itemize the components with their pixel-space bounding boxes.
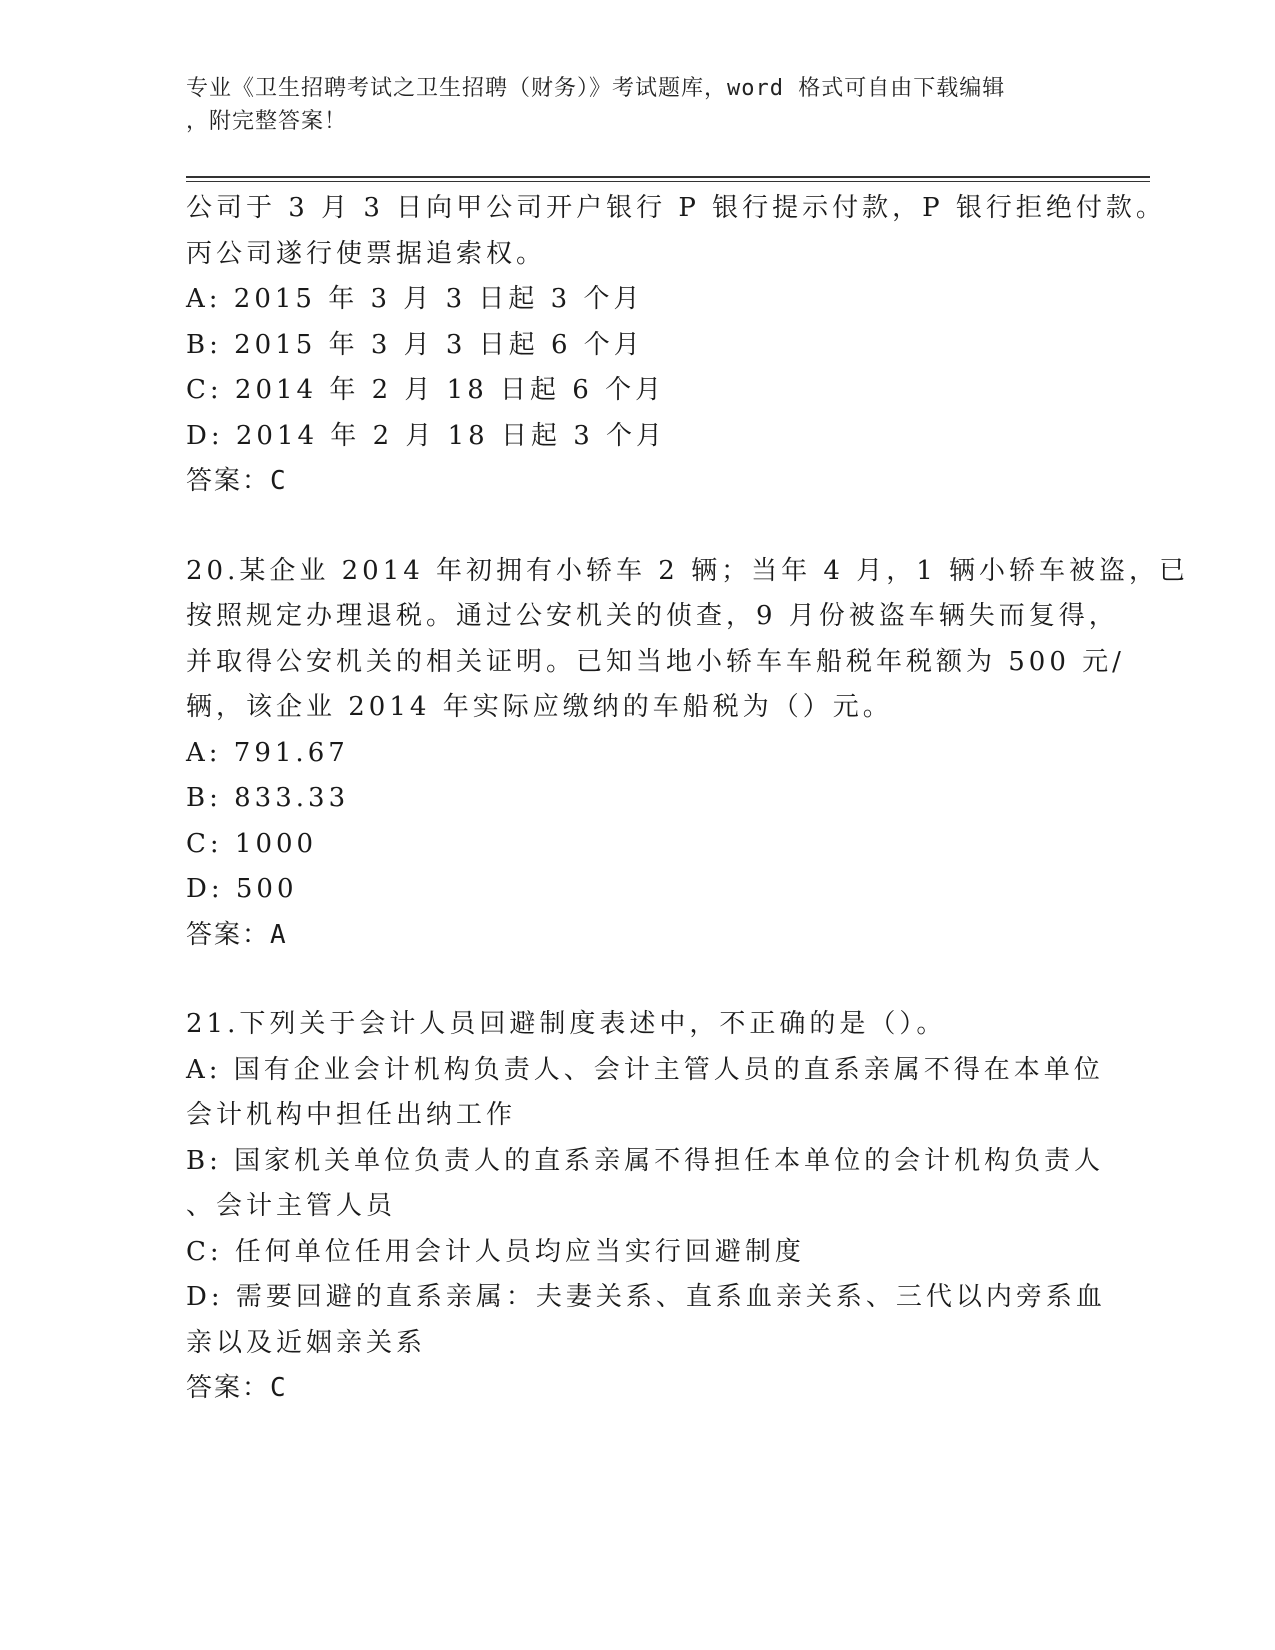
option-c: C: 2014 年 2 月 18 日起 6 个月 <box>186 375 666 405</box>
answer-label: 答案： <box>186 466 271 496</box>
option-b: B: 833.33 <box>186 783 350 813</box>
question-spacer <box>186 958 1086 1002</box>
answer-line <box>186 459 1086 505</box>
question-spacer <box>186 505 1086 549</box>
option-a: A: 国有企业会计机构负责人、会计主管人员的直系亲属不得在本单位 <box>186 1054 1104 1085</box>
option-a: A: 791.67 <box>186 737 349 768</box>
question-21 <box>186 1002 1106 1412</box>
answer-value: C <box>270 1373 288 1403</box>
answer-label: 答案： <box>186 1373 271 1403</box>
header-line-2: ，附完整答案！ <box>186 109 348 134</box>
option-a: A: 2015 年 3 月 3 日起 3 个月 <box>186 284 644 314</box>
question-text-line: 丙公司遂行使票据追索权。 <box>186 238 547 269</box>
option-c: C: 1000 <box>186 828 318 859</box>
question-text-line: 20.某企业 2014 年初拥有小轿车 2 辆；当年 4 月，1 辆小轿车被盗，已 <box>186 555 1189 586</box>
option-b: B: 2015 年 3 月 3 日起 6 个月 <box>186 329 644 360</box>
header-line-1: 专业《卫生招聘考试之卫生招聘（财务）》考试题库，word 格式可自由下载编辑 <box>186 76 1006 101</box>
answer-value: A <box>270 919 288 950</box>
question-text-line: 并取得公安机关的相关证明。已知当地小轿车车船税年税额为 500 元/ <box>186 646 1125 677</box>
answer-label: 答案： <box>186 919 271 950</box>
option-c: C: 任何单位任用会计人员均应当实行回避制度 <box>186 1236 805 1267</box>
question-content <box>186 186 1189 1412</box>
question-20 <box>186 549 1189 959</box>
option-a-continued: 会计机构中担任出纳工作 <box>186 1100 517 1130</box>
option-d-continued: 亲以及近姻亲关系 <box>186 1327 427 1358</box>
option-b: B: 国家机关单位负责人的直系亲属不得担任本单位的会计机构负责人 <box>186 1145 1105 1176</box>
question-text-line: 按照规定办理退税。通过公安机关的侦查，9 月份被盗车辆失而复得， <box>186 601 1119 631</box>
option-d: D: 500 <box>186 874 298 904</box>
header-divider-thick <box>186 176 1150 178</box>
option-d: D: 需要回避的直系亲属：夫妻关系、直系血亲关系、三代以内旁系血 <box>186 1282 1106 1312</box>
option-d: D: 2014 年 2 月 18 日起 3 个月 <box>186 420 667 451</box>
answer-value: C <box>270 466 288 496</box>
option-b-continued: 、会计主管人员 <box>186 1191 397 1221</box>
question-19 <box>186 186 1166 505</box>
document-header <box>186 72 1066 138</box>
answer-line <box>186 1366 1086 1412</box>
question-text-line: 辆，该企业 2014 年实际应缴纳的车船税为（）元。 <box>186 692 893 722</box>
question-text-line: 21.下列关于会计人员回避制度表述中，不正确的是（）。 <box>186 1009 947 1039</box>
answer-line <box>186 913 1086 959</box>
question-text-line: 公司于 3 月 3 日向甲公司开户银行 P 银行提示付款，P 银行拒绝付款。 <box>186 193 1166 223</box>
header-divider-thin <box>186 181 1150 182</box>
